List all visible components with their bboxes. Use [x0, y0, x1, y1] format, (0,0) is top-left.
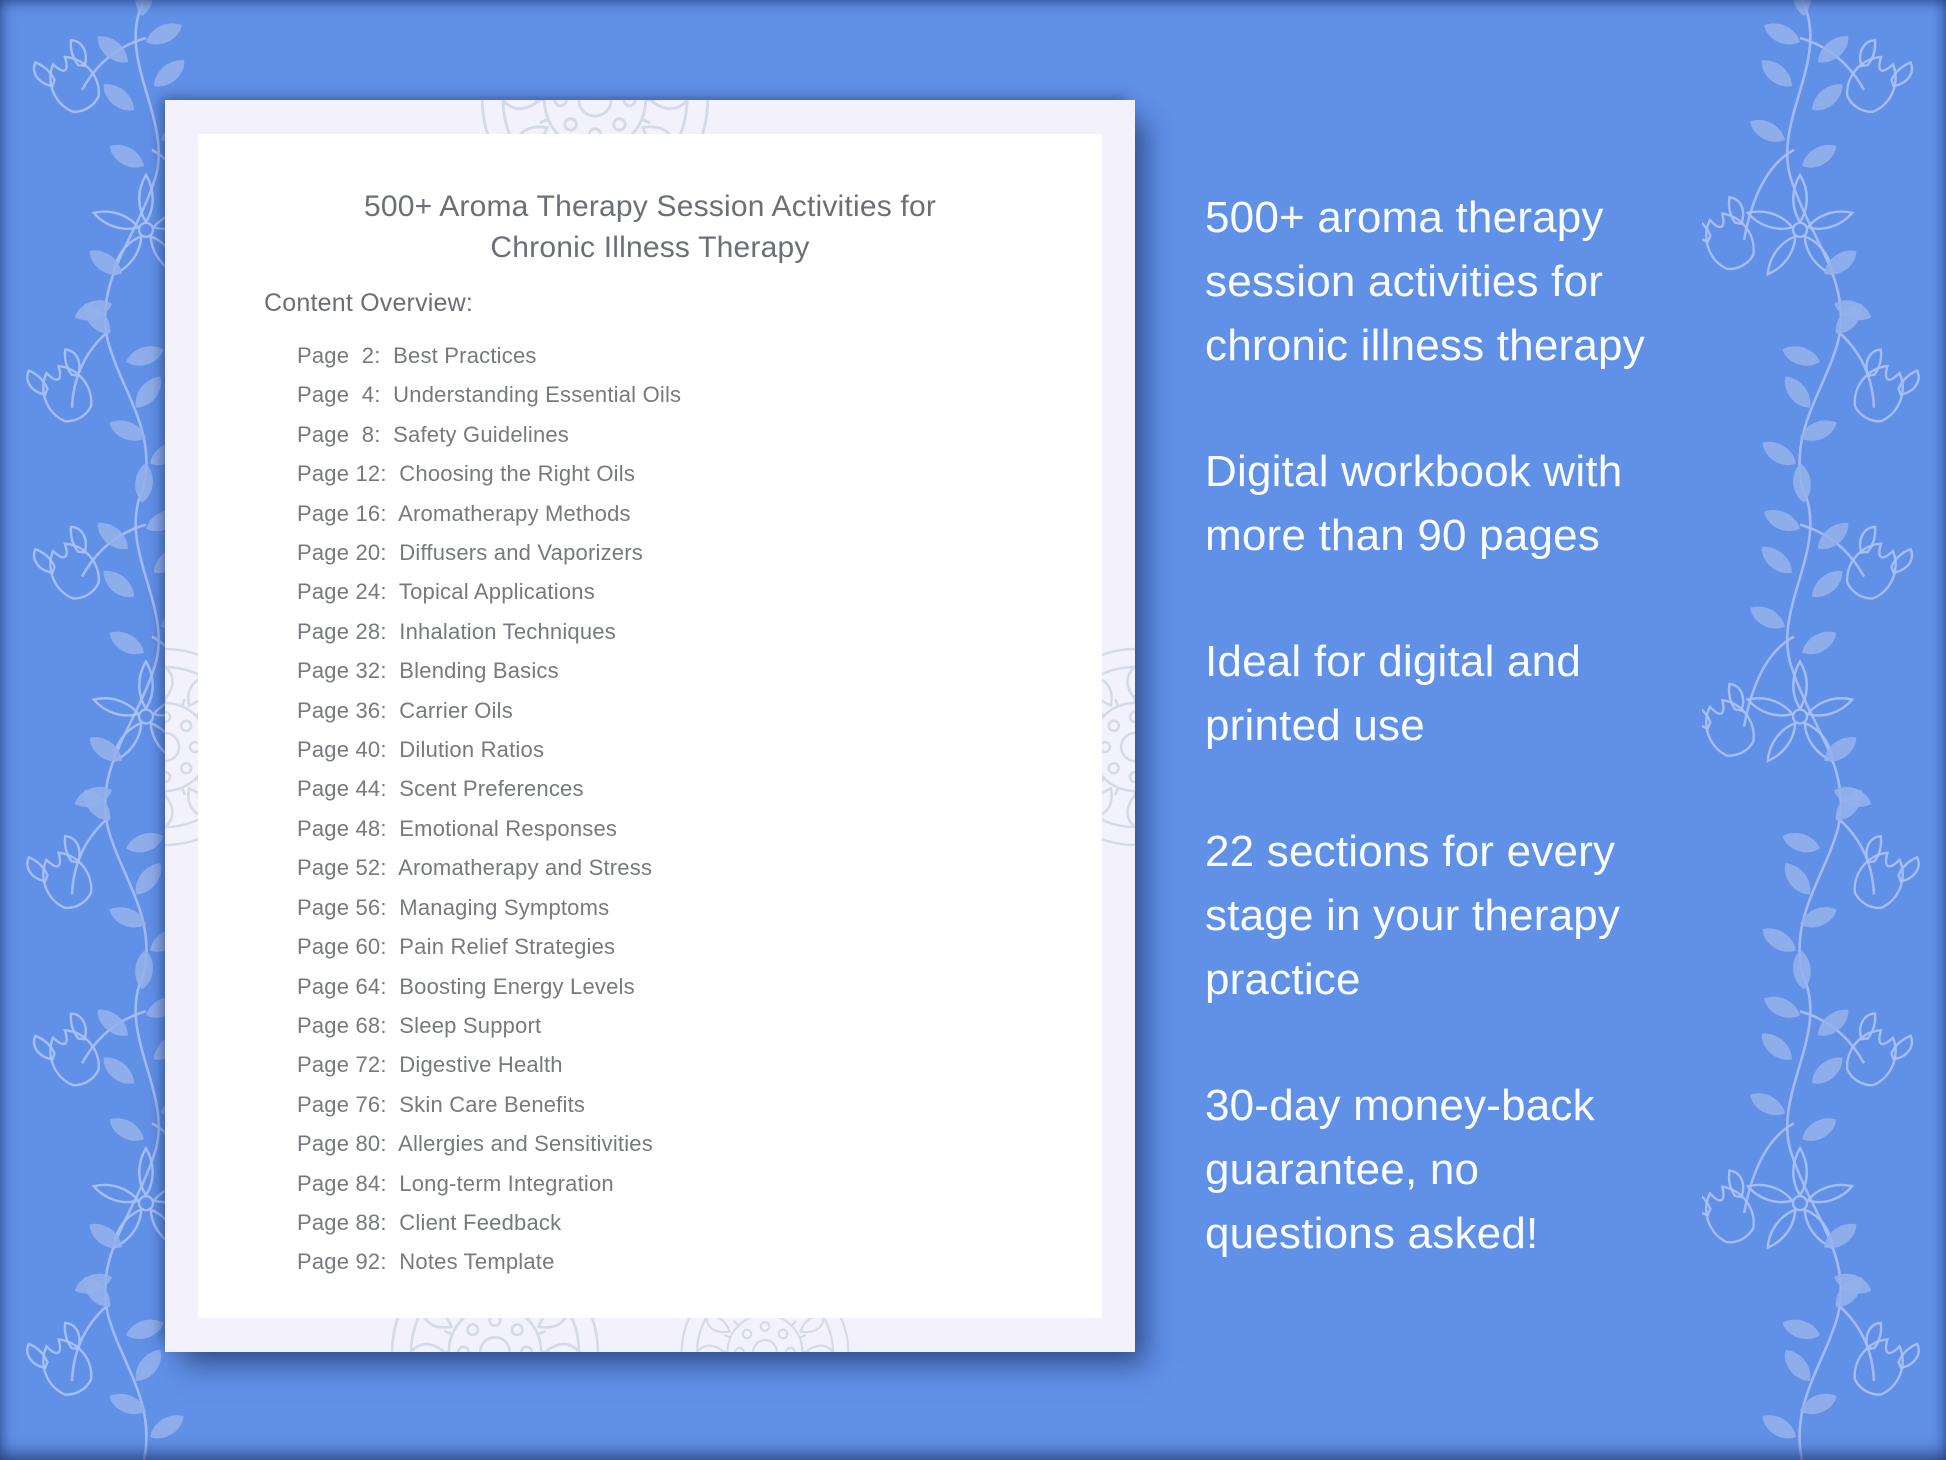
toc-item: Page 88: Client Feedback [297, 1209, 562, 1235]
benefit-statement: 30-day money-back guarantee, no questions asked! [1205, 1081, 1595, 1258]
benefit-statement: 500+ aroma therapy session activities for chronic illness therapy [1205, 193, 1645, 370]
toc-item: Page 68: Sleep Support [297, 1012, 542, 1038]
toc-item: Page 92: Notes Template [297, 1249, 555, 1275]
benefit-statement: Ideal for digital and printed use [1205, 637, 1582, 750]
toc-item: Page 20: Diffusers and Vaporizers [297, 540, 643, 566]
benefit-statement: Digital workbook with more than 90 pages [1205, 447, 1623, 560]
benefit-statement: 22 sections for every stage in your therapy practice [1205, 827, 1621, 1004]
benefits-list [1205, 186, 1663, 1328]
toc-item: Page 2: Best Practices [297, 343, 537, 368]
toc-item: Page 8: Safety Guidelines [297, 421, 570, 447]
toc-item: Page 48: Emotional Responses [297, 815, 618, 841]
content-overview-label: Content Overview: [264, 289, 474, 317]
toc-item: Page 36: Carrier Oils [297, 697, 513, 723]
toc-item: Page 24: Topical Applications [297, 579, 595, 605]
toc-item: Page 56: Managing Symptoms [297, 894, 610, 920]
toc-item: Page 16: Aromatherapy Methods [297, 500, 631, 526]
page-content [198, 134, 1102, 1318]
toc-item: Page 44: Scent Preferences [297, 776, 584, 802]
toc-item: Page 84: Long-term Integration [297, 1170, 614, 1196]
toc-item: Page 40: Dilution Ratios [297, 737, 545, 763]
toc-item: Page 72: Digestive Health [297, 1052, 563, 1078]
workbook-cover-preview [165, 100, 1135, 1352]
document-title: 500+ Aroma Therapy Session Activities for Chronic Illness Therapy [363, 190, 937, 264]
floral-vine-right-decoration [1702, 0, 1946, 1460]
toc-item: Page 76: Skin Care Benefits [297, 1091, 586, 1117]
toc-item: Page 12: Choosing the Right Oils [297, 461, 636, 487]
toc-item: Page 52: Aromatherapy and Stress [297, 855, 653, 881]
toc-item: Page 32: Blending Basics [297, 658, 559, 684]
toc-item: Page 60: Pain Relief Strategies [297, 934, 616, 960]
toc-item: Page 4: Understanding Essential Oils [297, 382, 682, 408]
toc-item: Page 28: Inhalation Techniques [297, 618, 616, 644]
table-of-contents [297, 336, 1102, 1282]
toc-item: Page 64: Boosting Energy Levels [297, 973, 635, 999]
toc-item: Page 80: Allergies and Sensitivities [297, 1131, 653, 1157]
